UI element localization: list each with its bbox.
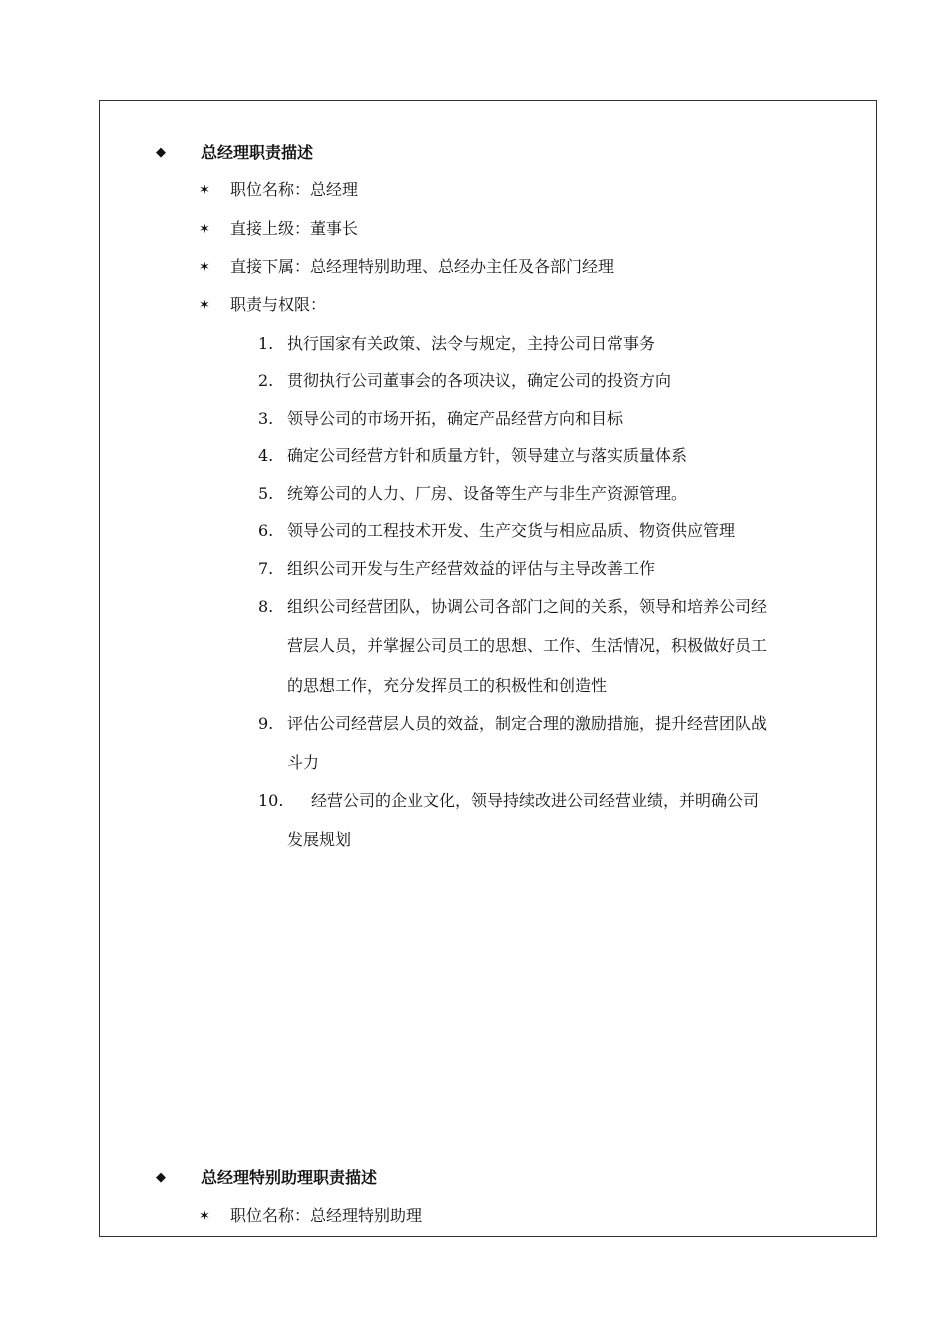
duty-text: 贯彻执行公司董事会的各项决议，确定公司的投资方向 xyxy=(287,371,672,390)
duty-number: 5. xyxy=(258,484,274,503)
section-title-gm-assistant: 总经理特别助理职责描述 xyxy=(201,1168,378,1187)
duty-text: 组织公司开发与生产经营效益的评估与主导改善工作 xyxy=(287,559,656,578)
duty-number: 1. xyxy=(258,334,274,353)
diamond-bullet-icon: ◆ xyxy=(156,1170,166,1185)
duty-text-continued: 的思想工作，充分发挥员工的积极性和创造性 xyxy=(287,676,608,695)
diamond-bullet-icon: ◆ xyxy=(156,145,166,160)
star-bullet-icon: ✶ xyxy=(199,222,210,237)
duty-number: 2. xyxy=(258,371,274,390)
duty-text: 评估公司经营层人员的效益，制定合理的激励措施，提升经营团队战 xyxy=(287,714,768,733)
star-bullet-icon: ✶ xyxy=(199,183,210,198)
item-direct-superior: 直接上级：董事长 xyxy=(230,219,359,238)
item-direct-subordinates: 直接下属：总经理特别助理、总经办主任及各部门经理 xyxy=(230,257,615,276)
duty-number: 9. xyxy=(258,714,274,733)
duty-number: 8. xyxy=(258,597,274,616)
item-position-name: 职位名称：总经理 xyxy=(230,180,359,199)
duty-text: 统筹公司的人力、厂房、设备等生产与非生产资源管理。 xyxy=(287,484,688,503)
duty-text: 组织公司经营团队，协调公司各部门之间的关系，领导和培养公司经 xyxy=(287,597,768,616)
item-duties-authority: 职责与权限： xyxy=(230,295,327,314)
star-bullet-icon: ✶ xyxy=(199,260,210,275)
duty-text: 领导公司的工程技术开发、生产交货与相应品质、物资供应管理 xyxy=(287,521,736,540)
star-bullet-icon: ✶ xyxy=(199,1209,210,1224)
duty-number: 6. xyxy=(258,521,274,540)
duty-text: 确定公司经营方针和质量方针，领导建立与落实质量体系 xyxy=(287,446,688,465)
duty-number: 4. xyxy=(258,446,274,465)
duty-text: 执行国家有关政策、法令与规定，主持公司日常事务 xyxy=(287,334,656,353)
item-position-name: 职位名称：总经理特别助理 xyxy=(230,1206,423,1225)
duty-text: 领导公司的市场开拓，确定产品经营方向和目标 xyxy=(287,409,624,428)
duty-number: 3. xyxy=(258,409,274,428)
duty-text: 经营公司的企业文化，领导持续改进公司经营业绩，并明确公司 xyxy=(311,791,760,810)
duty-number: 10. xyxy=(258,791,284,810)
section-title-gm: 总经理职责描述 xyxy=(201,143,314,162)
star-bullet-icon: ✶ xyxy=(199,298,210,313)
duty-text-continued: 营层人员，并掌握公司员工的思想、工作、生活情况，积极做好员工 xyxy=(287,636,768,655)
duty-text-continued: 斗力 xyxy=(287,753,320,772)
duty-number: 7. xyxy=(258,559,274,578)
duty-text-continued: 发展规划 xyxy=(287,830,352,849)
